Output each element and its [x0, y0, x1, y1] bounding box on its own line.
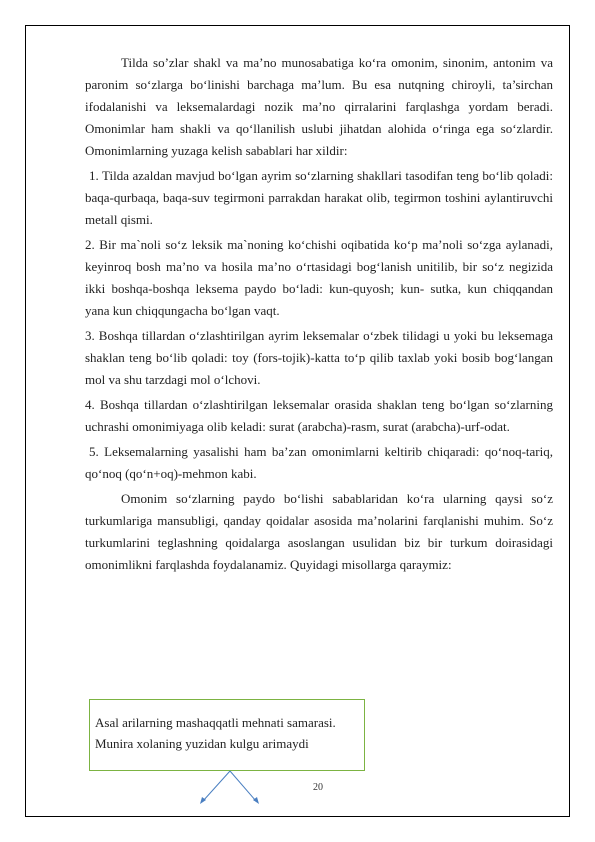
- list-item-1: 1. Tilda azaldan mavjud bo‘lgan ayrim so‘zlarning shakllari tasodifan teng bo‘lib qoladi: baqa-qurbaqa, baqa-suv tegirmoni parrakdan harakat olib, tegirmon toshini aylantiruvchi metall qismi.: [85, 168, 553, 227]
- list-item-4: 4. Boshqa tillardan o‘zlashtirilgan leksemalar orasida shaklan teng bo‘lgan so‘zlarning uchrashi omonimiyaga olib keladi: surat (arabcha)-rasm, surat (arabcha)-urf-odat.: [85, 397, 553, 434]
- example-sentence-1: Asal arilarning mashaqqatli mehnati samarasi.: [95, 715, 336, 730]
- paragraph-intro: Tilda so’zlar shakl va ma’no munosabatiga ko‘ra omonim, sinonim, antonim va paronim so‘zlarga bo‘linishi barchaga ma’lum. Bu esa nutqning chiroyli, ta’sirchan ifodalanishi va leksemalardagi nozik ma’no qirralarini farqlashga yordam beradi. Omonimlar ham shakli va qo‘llanilish uslubi jihatdan alohida o‘ringa ega so‘zlardir. Omonimlarning yuzaga kelish sabablari har xildir:: [85, 55, 553, 158]
- list-item-3: 3. Boshqa tillardan o‘zlashtirilgan ayrim leksemalar o‘zbek tilidagi u yoki bu leksemaga shaklan teng bo‘lib qoladi: toy (fors-tojik)-katta to‘p qilib taxlab yoki bosib bog‘langan mol va shu tarzdagi mol o‘lchovi.: [85, 328, 553, 387]
- example-sentence-2: Munira xolaning yuzidan kulgu arimaydi: [95, 736, 309, 751]
- document-body: [85, 52, 553, 579]
- list-item-2: 2. Bir ma`noli so‘z leksik ma`noning ko‘chishi oqibatida ko‘p ma’noli so‘zga aylanadi, keyinroq bosh ma’no va hosila ma’no o‘rtasidagi bog‘lanish unitilib, bir so‘z negizida ikki boshqa-boshqa leksema paydo bo‘ladi: kun-quyosh; kun- sutka, kun chiqqandan yana kun chiqqungacha bo‘lgan vaqt.: [85, 237, 553, 318]
- paragraph-conclusion: Omonim so‘zlarning paydo bo‘lishi sabablaridan ko‘ra ularning qaysi so‘z turkumlariga mansubligi, qanday qoidalar asosida ma’nolarini farqlanishi muhim. So‘z turkumlarini teglashning qoidalarga asoslangan usulidan biz bir turkum doirasidagi omonimlikni farqlashda foydalanamiz. Quyidagi misollarga qaraymiz:: [85, 491, 553, 572]
- branch-arrows-icon: [195, 770, 265, 806]
- example-box: [89, 699, 365, 771]
- page-number: 20: [313, 782, 323, 793]
- list-item-5: 5. Leksemalarning yasalishi ham ba’zan omonimlarni keltirib chiqaradi: qo‘noq-tariq, qo‘noq (qo‘n+oq)-mehmon kabi.: [85, 444, 553, 481]
